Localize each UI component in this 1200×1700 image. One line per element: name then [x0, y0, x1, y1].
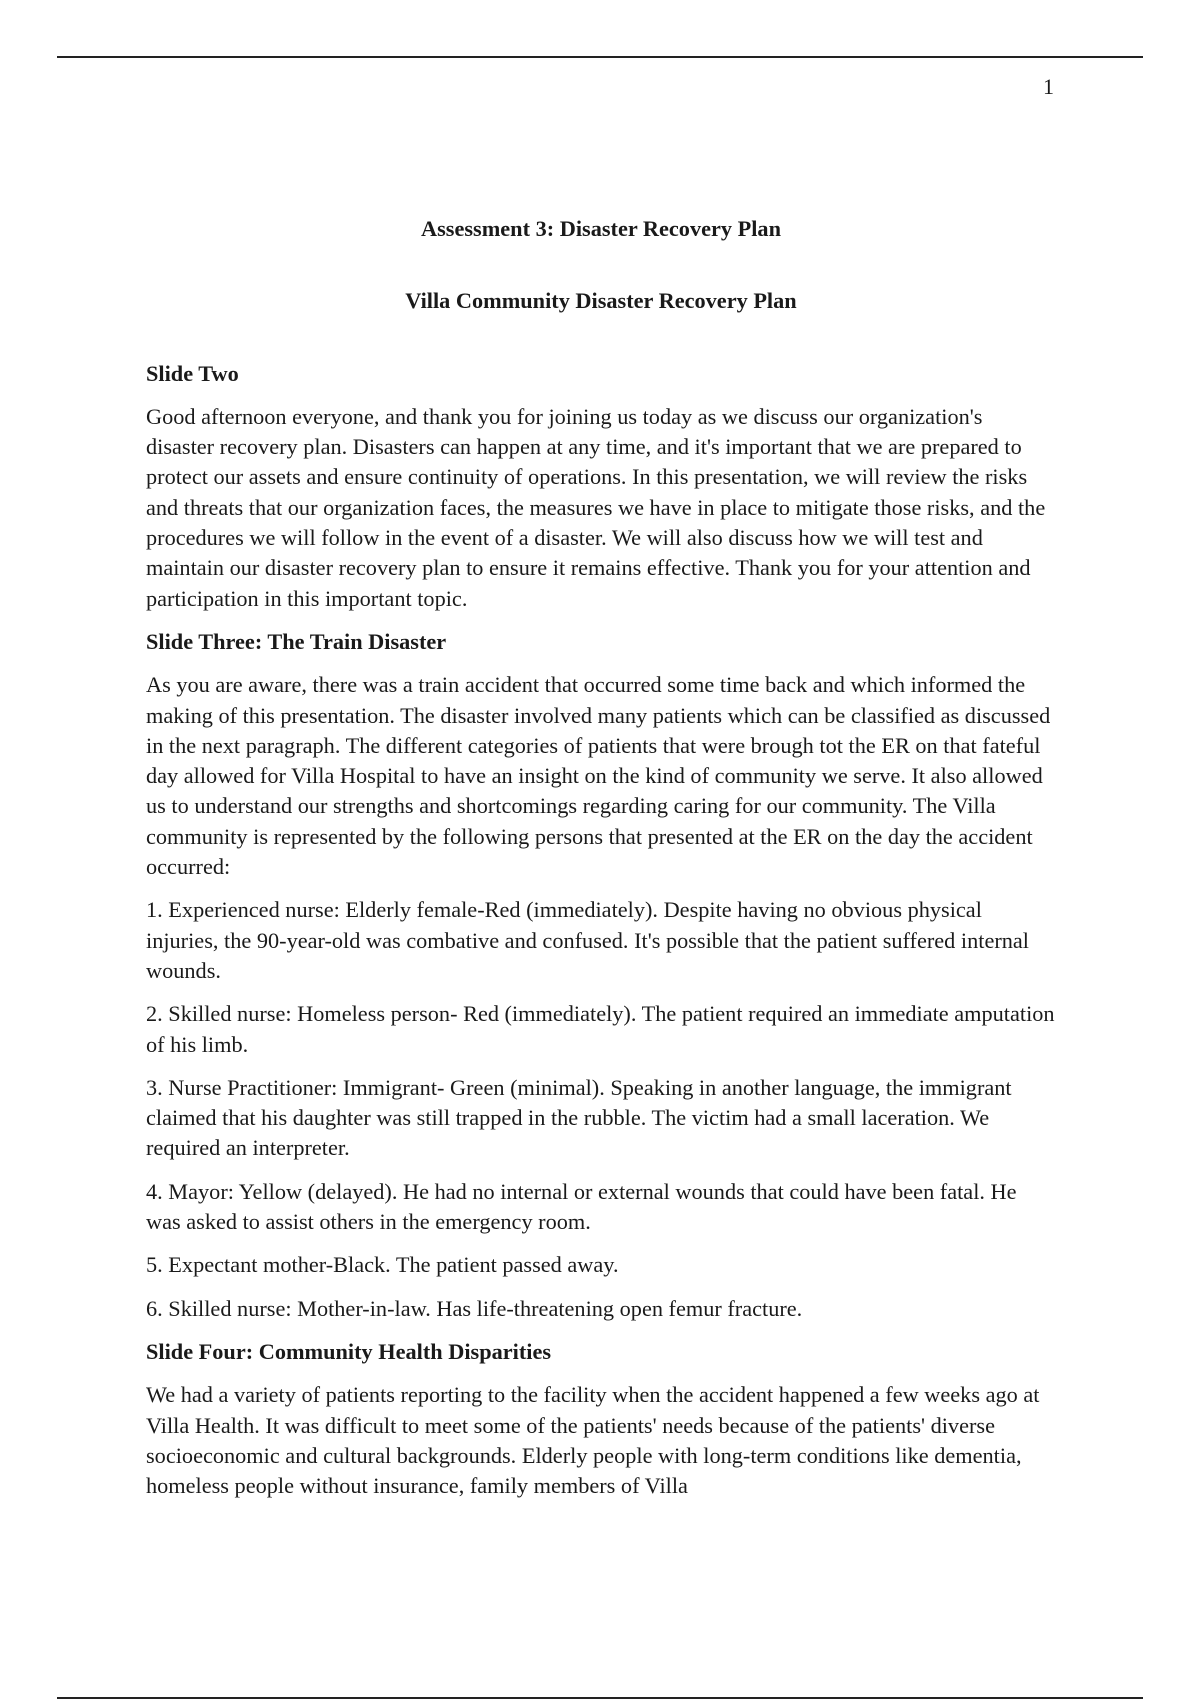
document-body [146, 214, 1056, 1514]
section-heading-slide-two: Slide Two [146, 360, 239, 386]
footer-rule [57, 1697, 1143, 1699]
section-heading-slide-four: Slide Four: Community Health Disparities [146, 1338, 552, 1364]
paragraph: We had a variety of patients reporting to the facility when the accident happened a few weeks ago at Villa Health. It was difficult to meet some of the patients' needs because of the patients' diverse socioeconomic and cultural backgrounds. Elderly people with long-term conditions like dementia, homeless people without insurance, family members of Villa [146, 1382, 1040, 1499]
paragraph: Good afternoon everyone, and thank you for joining us today as we discuss our organization's disaster recovery plan. Disasters can happen at any time, and it's important that we are prepared to protect our assets and ensure continuity of operations. In this presentation, we will review the risks and threats that our organization faces, the measures we have in place to mitigate those risks, and the procedures we will follow in the event of a disaster. We will also discuss how we will test and maintain our disaster recovery plan to ensure it remains effective. Thank you for your attention and participation in this important topic. [146, 403, 1046, 611]
document-title: Assessment 3: Disaster Recovery Plan [421, 216, 781, 241]
list-item: 5. Expectant mother-Black. The patient passed away. [146, 1252, 619, 1278]
paragraph: As you are aware, there was a train accident that occurred some time back and which informed the making of this presentation. The disaster involved many patients which can be classified as discussed in the next paragraph. The different categories of patients that were brough tot the ER on that fateful day allowed for Villa Hospital to have an insight on the kind of community we serve. It also allowed us to understand our strengths and shortcomings regarding caring for our community. The Villa community is represented by the following persons that presented at the ER on the day the accident occurred: [146, 672, 1051, 880]
document-subtitle: Villa Community Disaster Recovery Plan [405, 288, 797, 314]
list-item: 3. Nurse Practitioner: Immigrant- Green (minimal). Speaking in another language, the immigrant claimed that his daughter was still trapped in the rubble. The victim had a small laceration. We required an interpreter. [146, 1074, 1012, 1161]
header-rule [57, 56, 1143, 58]
list-item: 2. Skilled nurse: Homeless person- Red (immediately). The patient required an immediate amputation of his limb. [146, 1001, 1055, 1057]
list-item: 6. Skilled nurse: Mother-in-law. Has life-threatening open femur fracture. [146, 1295, 803, 1321]
list-item: 4. Mayor: Yellow (delayed). He had no internal or external wounds that could have been fatal. He was asked to assist others in the emergency room. [146, 1178, 1017, 1235]
page-number: 1 [1043, 74, 1054, 99]
section-heading-slide-three: Slide Three: The Train Disaster [146, 628, 447, 654]
list-item: 1. Experienced nurse: Elderly female-Red (immediately). Despite having no obvious physical injuries, the 90-year-old was combative and confused. It's possible that the patient suffered internal wounds. [146, 897, 1030, 983]
